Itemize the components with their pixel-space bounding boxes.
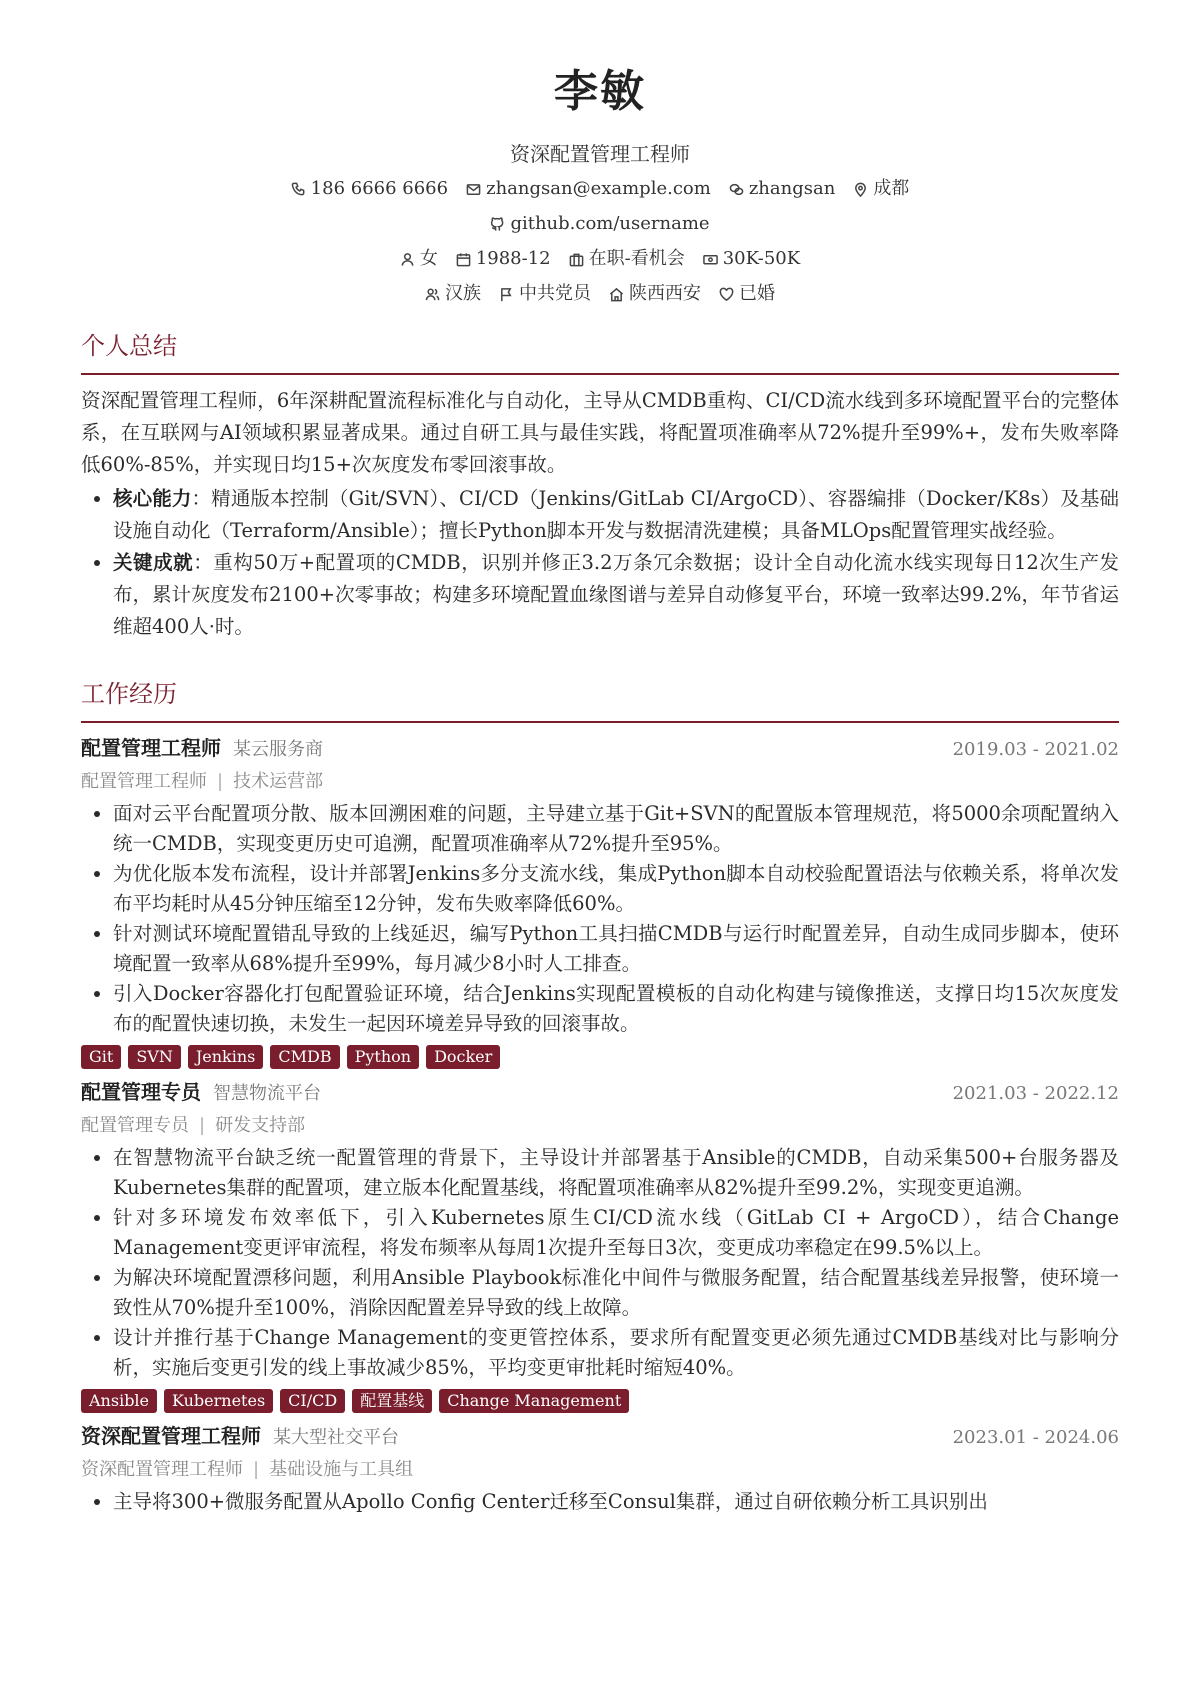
summary-item-text: ：重构50万+配置项的CMDB，识别并修正3.2万条冗余数据；设计全自动化流水线实现每日12次生产发布，累计灰度发布2100+次零事故；构建多环境配置血缘图谱与差异自动修复平台，环境一致率达99.2%，年节省运维超400人·时。 [113, 551, 1119, 638]
salary-text: 30K-50K [722, 248, 801, 269]
job-department: 技术运营部 [233, 771, 324, 792]
job-tags [81, 1045, 1119, 1069]
job-header [81, 1421, 1119, 1453]
user-icon [400, 252, 415, 267]
flag-icon [499, 287, 514, 302]
banknote-icon [703, 252, 718, 267]
job-date: 2021.03 - 2022.12 [952, 1083, 1119, 1104]
job-bullet: • 主导将300+微服务配置从Apollo Config Center迁移至Consul集群，通过自研依赖分析工具识别出 [113, 1487, 1119, 1517]
skill-tag: CI/CD [280, 1389, 345, 1413]
job-separator: | [217, 771, 224, 792]
heart-icon [719, 287, 734, 302]
politics-text: 中共党员 [519, 283, 591, 304]
summary-item-text: ：精通版本控制（Git/SVN）、CI/CD（Jenkins/GitLab CI/ArgoCD）、容器编排（Docker/K8s）及基础设施自动化（Terraform/Ansible）；擅长Python脚本开发与数据清洗建模；具备MLOps配置管理实战经验。 [113, 487, 1119, 542]
location-pin-icon [853, 182, 868, 197]
city-text: 成都 [873, 178, 910, 199]
job-header [81, 733, 1119, 765]
job-date: 2023.01 - 2024.06 [952, 1427, 1119, 1448]
contact-row-1 [81, 176, 1119, 202]
contact-city [853, 176, 909, 202]
home-icon [609, 287, 624, 302]
skill-tag: Jenkins [188, 1045, 264, 1069]
info-marital [719, 281, 775, 307]
job-bullet: • 在智慧物流平台缺乏统一配置管理的背景下，主导设计并部署基于Ansible的CMDB，自动采集500+台服务器及Kubernetes集群的配置项，建立版本化配置基线，将配置项准确率从82%提升至99.2%，实现变更追溯。 [113, 1143, 1119, 1203]
users-icon [425, 287, 440, 302]
job-company: 智慧物流平台 [213, 1083, 321, 1104]
wechat-icon [729, 182, 744, 197]
wechat-text: zhangsan [748, 178, 836, 199]
skill-tag: Kubernetes [164, 1389, 273, 1413]
contact-row-2 [81, 211, 1119, 237]
job-bullets [81, 799, 1119, 1039]
job-bullet: • 为解决环境配置漂移问题，利用Ansible Playbook标准化中间件与微服务配置，结合配置基线差异报警，使环境一致性从70%提升至100%，消除因配置差异导致的线上故障。 [113, 1263, 1119, 1323]
job-role: 配置管理专员 [81, 1115, 189, 1136]
job-bullet: • 引入Docker容器化打包配置验证环境，结合Jenkins实现配置模板的自动化构建与镜像推送，支撑日均15次灰度发布的配置快速切换，未发生一起因环境差异导致的回滚事故。 [113, 979, 1119, 1039]
status-text: 在职-看机会 [588, 248, 685, 269]
info-salary [703, 246, 800, 272]
job-separator: | [199, 1115, 206, 1136]
job-header [81, 1077, 1119, 1109]
candidate-title: 资深配置管理工程师 [510, 142, 690, 166]
info-status [569, 246, 685, 272]
summary-item-label: 核心能力 [113, 487, 192, 510]
contact-row-4 [81, 281, 1119, 307]
skill-tag: Ansible [81, 1389, 157, 1413]
skill-tag: Docker [426, 1045, 500, 1069]
gender-text: 女 [419, 248, 438, 269]
contact-row-3 [81, 246, 1119, 272]
phone-text: 186 6666 6666 [310, 178, 449, 199]
contact-phone[interactable] [291, 176, 448, 202]
summary-item-label: 关键成就 [113, 551, 194, 574]
github-text: github.com/username [510, 213, 710, 234]
job-tags [81, 1389, 1119, 1413]
phone-icon [291, 182, 306, 197]
job-role-line [81, 1111, 1119, 1141]
job-role-line [81, 1455, 1119, 1485]
marital-text: 已婚 [739, 283, 775, 304]
calendar-icon [456, 252, 471, 267]
contact-github[interactable] [490, 211, 709, 237]
job-role: 资深配置管理工程师 [81, 1459, 243, 1480]
skill-tag: Git [81, 1045, 121, 1069]
skill-tag: Python [347, 1045, 419, 1069]
info-ethnicity [425, 281, 481, 307]
job-bullet: • 为优化版本发布流程，设计并部署Jenkins多分支流水线，集成Python脚本自动校验配置语法与依赖关系，将单次发布平均耗时从45分钟压缩至12分钟，发布失败率降低60%。 [113, 859, 1119, 919]
mail-icon [466, 182, 481, 197]
skill-tag: Change Management [439, 1389, 629, 1413]
github-icon [490, 217, 505, 232]
job-company: 某云服务商 [233, 739, 323, 760]
info-politics [499, 281, 591, 307]
job-bullets [81, 1143, 1119, 1383]
info-hometown [609, 281, 701, 307]
hometown-text: 陕西西安 [629, 283, 701, 304]
job-entry [81, 1077, 1119, 1413]
contact-wechat[interactable] [729, 176, 835, 202]
experience-heading: 工作经历 [81, 680, 177, 708]
summary-item [113, 483, 1119, 547]
job-bullet: • 针对测试环境配置错乱导致的上线延迟，编写Python工具扫描CMDB与运行时配置差异，自动生成同步脚本，使环境配置一致率从68%提升至99%，每月减少8小时人工排查。 [113, 919, 1119, 979]
job-role: 配置管理工程师 [81, 771, 207, 792]
job-separator: | [253, 1459, 260, 1480]
job-title: 配置管理专员 [81, 1080, 201, 1104]
job-date: 2019.03 - 2021.02 [952, 739, 1119, 760]
info-gender [400, 246, 438, 272]
job-bullet: • 设计并推行基于Change Management的变更管控体系，要求所有配置变更必须先通过CMDB基线对比与影响分析，实施后变更引发的线上事故减少85%，平均变更审批耗时缩短40%。 [113, 1323, 1119, 1383]
job-bullets [81, 1487, 1119, 1517]
summary-list [81, 483, 1119, 643]
job-department: 基础设施与工具组 [269, 1459, 414, 1480]
briefcase-icon [569, 252, 584, 267]
summary-intro: 资深配置管理工程师，6年深耕配置流程标准化与自动化，主导从CMDB重构、CI/CD流水线到多环境配置平台的完整体系，在互联网与AI领域积累显著成果。通过自研工具与最佳实践，将配置项准确率从72%提升至99%+，发布失败率降低60%-85%，并实现日均15+次灰度发布零回滚事故。 [81, 389, 1119, 476]
job-department: 研发支持部 [215, 1115, 306, 1136]
job-role-line [81, 767, 1119, 797]
job-title: 资深配置管理工程师 [81, 1424, 261, 1448]
email-text: zhangsan@example.com [486, 178, 711, 199]
summary-divider [81, 373, 1119, 375]
skill-tag: 配置基线 [352, 1389, 432, 1413]
job-bullet: • 面对云平台配置项分散、版本回溯困难的问题，主导建立基于Git+SVN的配置版本管理规范，将5000余项配置纳入统一CMDB，实现变更历史可追溯，配置项准确率从72%提升至95%。 [113, 799, 1119, 859]
job-title: 配置管理工程师 [81, 736, 221, 760]
ethnicity-text: 汉族 [445, 283, 481, 304]
birth-text: 1988-12 [475, 248, 551, 269]
summary-heading: 个人总结 [81, 332, 177, 360]
info-birth [456, 246, 551, 272]
skill-tag: CMDB [270, 1045, 339, 1069]
skill-tag: SVN [128, 1045, 181, 1069]
job-bullet: • 针对多环境发布效率低下，引入Kubernetes原生CI/CD流水线（GitLab CI + ArgoCD），结合Change Management变更评审流程，将发布频率从每周1次提升至每日3次，变更成功率稳定在99.5%以上。 [113, 1203, 1119, 1263]
job-company: 某大型社交平台 [273, 1427, 399, 1448]
summary-item [113, 547, 1119, 643]
job-entry [81, 1421, 1119, 1517]
candidate-name: 李敏 [554, 66, 646, 117]
contact-email[interactable] [466, 176, 711, 202]
experience-divider [81, 721, 1119, 723]
job-entry [81, 733, 1119, 1069]
